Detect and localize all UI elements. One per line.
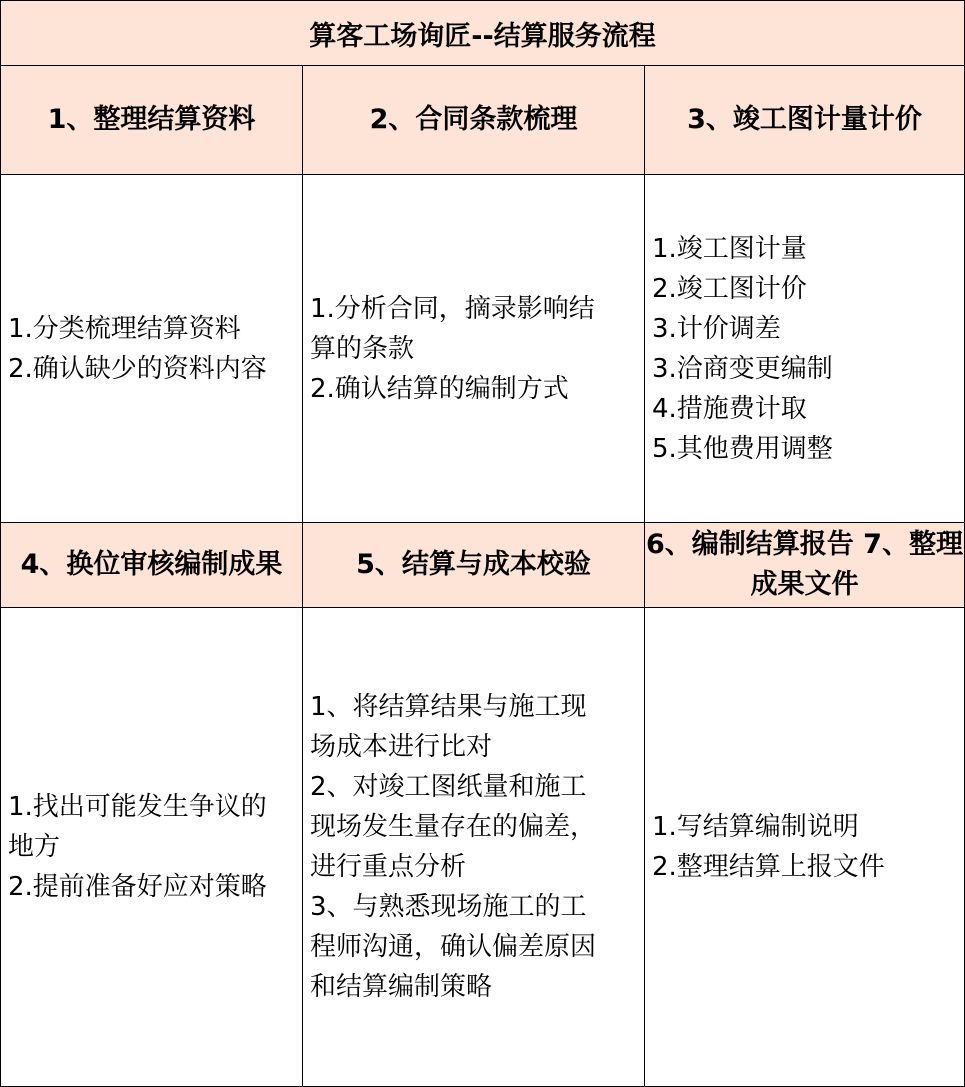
table-title [0, 0, 965, 65]
step-4-header-text: 4、换位审核编制成果 [20, 549, 283, 580]
step-5-header-text: 5、结算与成本校验 [356, 549, 591, 580]
table-title-text: 算客工场询匠--结算服务流程 [309, 20, 656, 52]
step-3-details [644, 174, 965, 522]
step-5-header [302, 522, 644, 607]
step-2-header-text: 2、合同条款梳理 [369, 104, 578, 135]
step-2-details-text: 1.分析合同，摘录影响结 算的条款 2.确认结算的编制方式 [310, 293, 595, 404]
step-6-7-details [644, 607, 965, 1087]
step-1-details [0, 174, 302, 522]
step-3-details-text: 1.竣工图计量 2.竣工图计价 3.计价调差 3.洽商变更编制 4.措施费计取 5.其他费用调整 [652, 233, 833, 464]
step-1-details-text: 1.分类梳理结算资料 2.确认缺少的资料内容 [8, 313, 267, 384]
step-6-7-header-text: 6、编制结算报告 7、整理成果文件 [646, 529, 963, 600]
step-6-7-details-text: 1.写结算编制说明 2.整理结算上报文件 [652, 812, 885, 882]
step-5-details-text: 1、将结算结果与施工现 场成本进行比对 2、对竣工图纸量和施工 现场发生量存在的偏差， 进行重点分析 3、与熟悉现场施工的工 程师沟通，确认偏差原因 和结算编制策略 [310, 692, 597, 1002]
step-6-7-header [644, 522, 965, 607]
step-1-header-text: 1、整理结算资料 [47, 104, 256, 135]
step-4-details-text: 1.找出可能发生争议的 地方 2.提前准备好应对策略 [8, 792, 267, 902]
step-3-header [644, 65, 965, 174]
step-4-header [0, 522, 302, 607]
step-1-header [0, 65, 302, 174]
step-4-details [0, 607, 302, 1087]
step-5-details [302, 607, 644, 1087]
step-2-header [302, 65, 644, 174]
step-2-details [302, 174, 644, 522]
step-3-header-text: 3、竣工图计量计价 [687, 104, 922, 135]
